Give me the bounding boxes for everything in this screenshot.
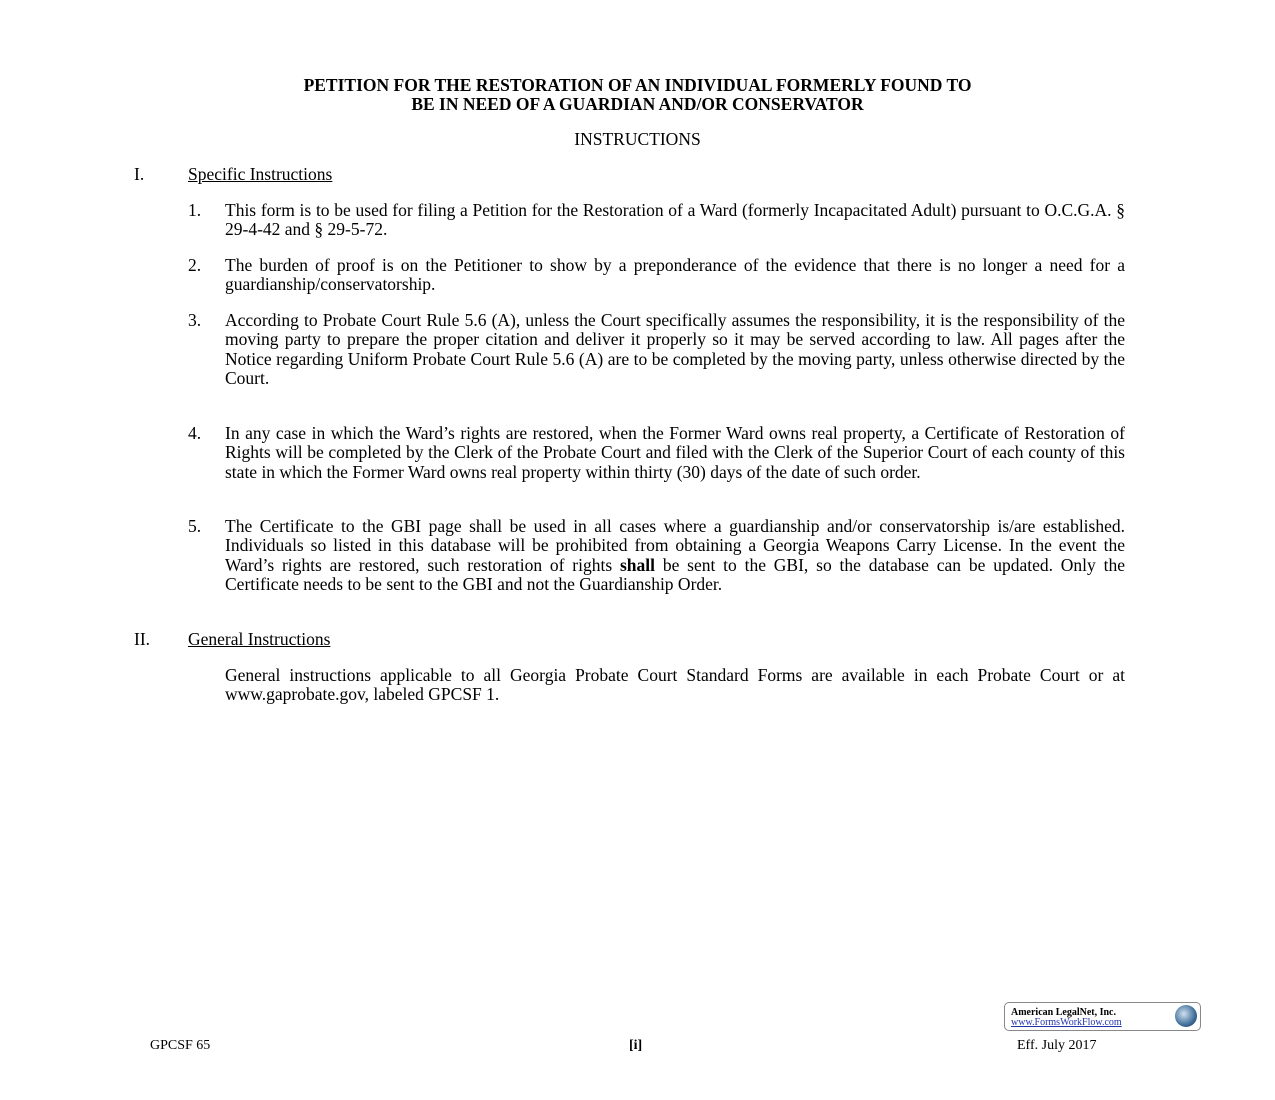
item-text: In any case in which the Ward’s rights are restored, when the Former Ward owns real property, a Certificate of Restoration of Rights will be completed by the Clerk of the Probate Court and filed with the Clerk of the Superior Court of each county of this state in which the Former Ward owns real property within thirty (30) days of the date of such order. [225, 423, 1125, 482]
american-legalnet-logo[interactable] [1004, 1002, 1201, 1031]
title-line: PETITION FOR THE RESTORATION OF AN INDIVIDUAL FORMERLY FOUND TO [303, 75, 972, 95]
item-number: 1. [188, 200, 202, 220]
footer-form-id: GPCSF 65 [150, 1038, 211, 1053]
list-item [188, 311, 1125, 389]
item-number: 5. [188, 516, 202, 536]
general-text: General instructions applicable to all Georgia Probate Court Standard Forms are available in each Probate Court or at www.gaprobate.gov, labeled GPCSF 1. [225, 665, 1125, 705]
globe-icon [1175, 1005, 1197, 1027]
item-text [225, 517, 1125, 595]
footer-page-number: [i] [629, 1038, 643, 1053]
item-number: 3. [188, 310, 202, 330]
document-title [120, 76, 1155, 114]
instructions-heading: INSTRUCTIONS [574, 129, 701, 149]
logo-company: American LegalNet, Inc. [1011, 1007, 1116, 1018]
section-heading: General Instructions [188, 629, 331, 649]
emphasis: shall [619, 554, 656, 575]
list-item [188, 256, 1125, 295]
item-number: 2. [188, 255, 202, 275]
list-item [188, 201, 1125, 240]
text-part: be sent to the GBI, so the database can be updated. Only the Certificate needs to be sent to the GBI and not the Guardianship Order. [225, 554, 1125, 595]
list-item [188, 424, 1125, 482]
item-number: 4. [188, 423, 202, 443]
section-heading: Specific Instructions [188, 164, 333, 184]
item-text: The burden of proof is on the Petitioner to show by a preponderance of the evidence that there is no longer a need for a guardianship/conservatorship. [225, 255, 1125, 295]
general-paragraph [188, 666, 1125, 705]
footer-effective-date: Eff. July 2017 [1017, 1038, 1097, 1053]
item-text: This form is to be used for filing a Petition for the Restoration of a Ward (formerly Incapacitated Adult) pursuant to O.C.G.A. § 29-4-42 and § 29-5-72. [225, 200, 1125, 240]
title-line: BE IN NEED OF A GUARDIAN AND/OR CONSERVATOR [411, 94, 864, 114]
list-item [188, 517, 1125, 595]
item-text: According to Probate Court Rule 5.6 (A), unless the Court specifically assumes the responsibility, it is the responsibility of the moving party to prepare the proper citation and deliver it properly so it may be served according to law. All pages after the Notice regarding Uniform Probate Court Rule 5.6 (A) are to be completed by the moving party, unless otherwise directed by the Court. [225, 310, 1125, 389]
section-number: II. [134, 629, 151, 649]
section-number: I. [134, 164, 145, 184]
logo-url-link[interactable]: www.FormsWorkFlow.com [1011, 1017, 1122, 1028]
text-part: The Certificate to the GBI page shall be used in all cases where a guardianship and/or conservatorship is/are established. Individuals so listed in this database will be prohibited from obtaining a Georgia Weapons Carry License. In the event the Ward’s rights are restored, such restoration of rights [225, 516, 1125, 575]
